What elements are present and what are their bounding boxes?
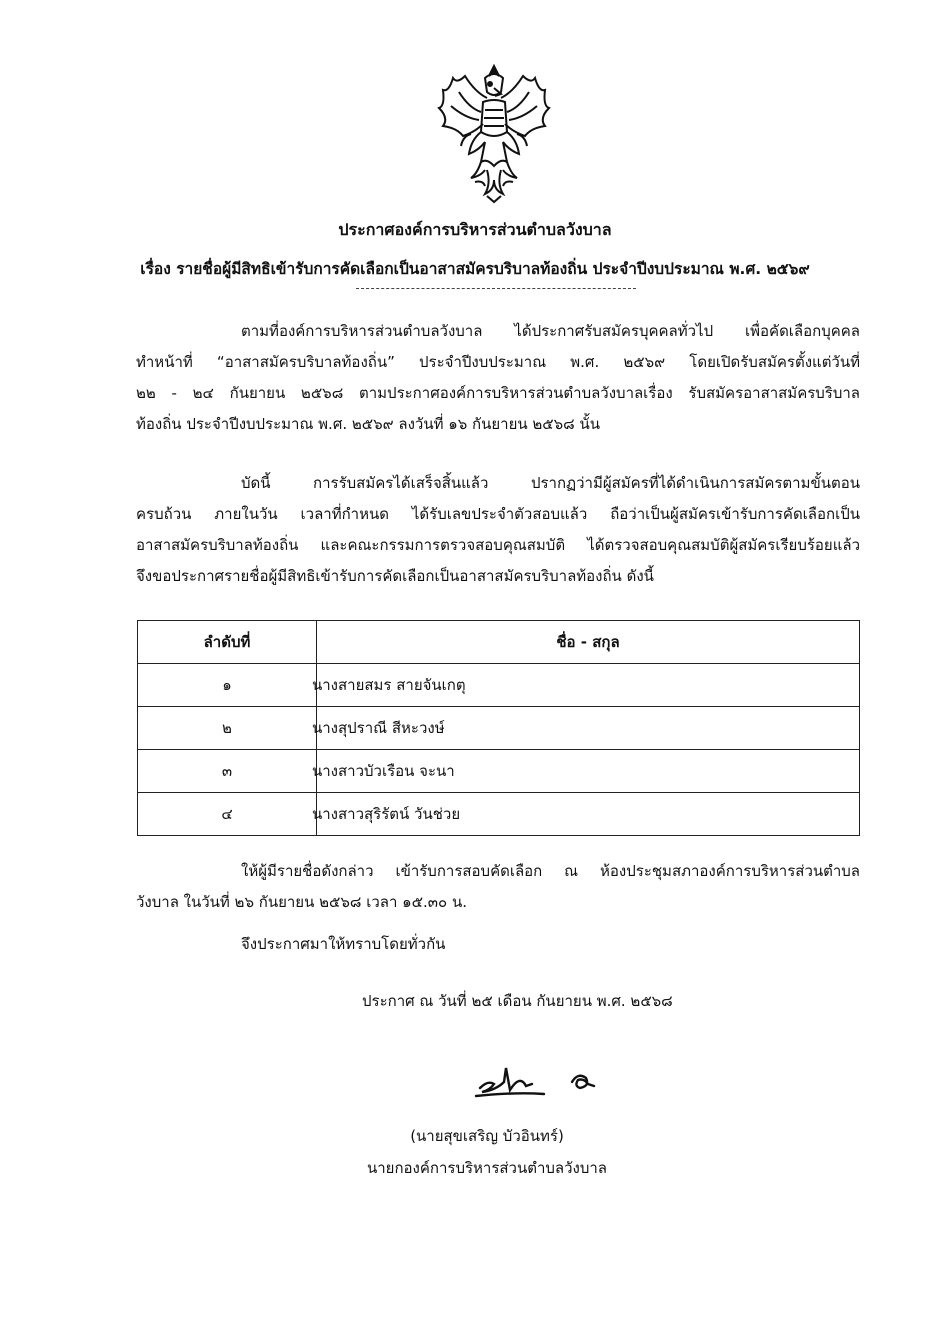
announcement-date: ประกาศ ณ วันที่ ๒๕ เดือน กันยายน พ.ศ. ๒๕๖๘: [362, 992, 673, 1010]
signer-position: นายกองค์การบริหารส่วนตำบลวังบาล: [366, 1159, 607, 1177]
signature-icon: [474, 1060, 604, 1098]
row-number: ๒: [138, 707, 317, 750]
column-header-order: ลำดับที่: [138, 621, 317, 664]
candidate-name: นางสายสมร สายจันเกตุ: [312, 676, 466, 694]
table-row: [138, 707, 860, 750]
row-name: [312, 664, 860, 707]
paragraph-exam-schedule: [136, 856, 860, 918]
table-row: [138, 664, 860, 707]
paragraph-line: ท้องถิ่น ประจำปีงบประมาณ พ.ศ. ๒๕๖๙ ลงวันที่ ๑๖ กันยายน ๒๕๖๘ นั้น: [136, 415, 601, 433]
paragraph-background: [136, 316, 860, 440]
row-number: ๑: [138, 664, 317, 707]
paragraph-line: วังบาล ในวันที่ ๒๖ กันยายน ๒๕๖๘ เวลา ๑๕.๓๐ น.: [136, 893, 467, 911]
paragraph-line: อาสาสมัครบริบาลท้องถิ่น และคณะกรรมการตรวจสอบคุณสมบัติ ได้ตรวจสอบคุณสมบัติผู้สมัครเรียบร้อยแล้ว: [136, 536, 860, 554]
paragraph-line: จึงขอประกาศรายชื่อผู้มีสิทธิเข้ารับการคัดเลือกเป็นอาสาสมัครบริบาลท้องถิ่น ดังนี้: [136, 567, 654, 585]
paragraph-line: ครบถ้วน ภายในวัน เวลาที่กำหนด ได้รับเลขประจำตัวสอบแล้ว ถือว่าเป็นผู้สมัครเข้ารับการคัดเลือกเป็น: [136, 505, 860, 523]
paragraph-announcement: [136, 468, 860, 592]
row-number: ๔: [138, 793, 317, 836]
garuda-emblem-icon: [435, 62, 553, 204]
table-row: [138, 793, 860, 836]
candidate-name: นางสาวสุริรัตน์ วันช่วย: [312, 805, 461, 823]
paragraph-line: ๒๒ - ๒๔ กันยายน ๒๕๖๘ ตามประกาศองค์การบริหารส่วนตำบลวังบาลเรื่อง รับสมัครอาสาสมัครบริบาล: [136, 384, 860, 402]
row-number: ๓: [138, 750, 317, 793]
row-name: [312, 793, 860, 836]
candidates-table: [137, 620, 860, 836]
closing-statement: จึงประกาศมาให้ทราบโดยทั่วกัน: [241, 935, 446, 953]
title-divider: [356, 288, 636, 289]
paragraph-line: ตามที่องค์การบริหารส่วนตำบลวังบาล ได้ประกาศรับสมัครบุคคลทั่วไป เพื่อคัดเลือกบุคคล: [241, 322, 860, 340]
candidate-name: นางสุปราณี สีหะวงษ์: [312, 719, 445, 737]
row-name: [312, 707, 860, 750]
document-title: ประกาศองค์การบริหารส่วนตำบลวังบาล: [338, 220, 612, 239]
candidate-name: นางสาวบัวเรือน จะนา: [312, 762, 455, 780]
table-row: [138, 750, 860, 793]
paragraph-line: ทำหน้าที่ “อาสาสมัครบริบาลท้องถิ่น” ประจำปีงบประมาณ พ.ศ. ๒๕๖๙ โดยเปิดรับสมัครตั้งแต่วันที่: [136, 353, 860, 371]
signer-name: (นายสุขเสริญ บัวอินทร์): [410, 1127, 564, 1145]
paragraph-line: ให้ผู้มีรายชื่อดังกล่าว เข้ารับการสอบคัดเลือก ณ ห้องประชุมสภาองค์การบริหารส่วนตำบล: [241, 862, 860, 880]
table-header-row: [138, 621, 860, 664]
paragraph-line: บัดนี้ การรับสมัครได้เสร็จสิ้นแล้ว ปรากฏว่ามีผู้สมัครที่ได้ดำเนินการสมัครตามขั้นตอน: [241, 474, 860, 492]
row-name: [312, 750, 860, 793]
document-subject: เรื่อง รายชื่อผู้มีสิทธิเข้ารับการคัดเลือกเป็นอาสาสมัครบริบาลท้องถิ่น ประจำปีงบประมาณ พ.ศ. ๒๕๖๙: [140, 260, 810, 278]
column-header-name: ชื่อ - สกุล: [317, 621, 860, 664]
